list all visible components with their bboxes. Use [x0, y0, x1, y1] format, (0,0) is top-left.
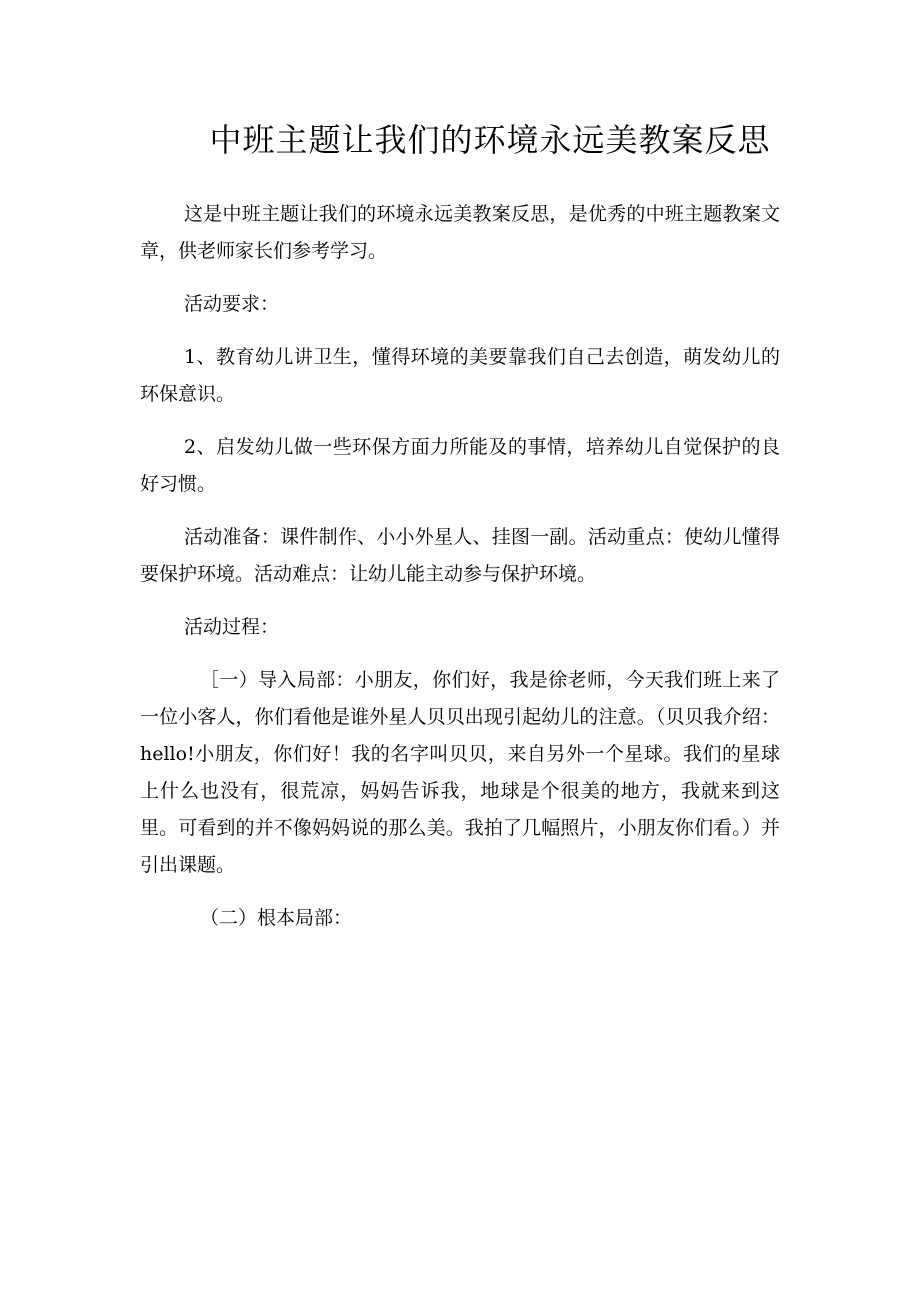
requirement-item-1: 1、教育幼儿讲卫生，懂得环境的美要靠我们自己去创造，萌发幼儿的环保意识。 [140, 346, 780, 405]
process-heading: 活动过程： [184, 616, 280, 638]
section-one-paragraph: ［一）导入局部：小朋友，你们好，我是徐老师，今天我们班上来了一位小客人，你们看他是谁外星人贝贝出现引起幼儿的注意。（贝贝我介绍：hello!小朋友，你们好！我的名字叫贝贝，来自另外一个星球。我们的星球上什么也没有，很荒凉，妈妈告诉我，地球是个很美的地方，我就来到这里。可看到的并不像妈妈说的那么美。我拍了几幅照片，小朋友你们看。）并引出课题。 [140, 669, 780, 876]
section-two-heading: （二）根本局部： [200, 907, 353, 929]
requirements-heading: 活动要求： [184, 293, 280, 315]
preparation-paragraph: 活动准备：课件制作、小小外星人、挂图一副。活动重点：使幼儿懂得要保护环境。活动难点：让幼儿能主动参与保护环境。 [140, 526, 780, 585]
requirement-item-2: 2、启发幼儿做一些环保方面力所能及的事情，培养幼儿自觉保护的良好习惯。 [140, 436, 780, 495]
intro-paragraph: 这是中班主题让我们的环境永远美教案反思，是优秀的中班主题教案文章，供老师家长们参考学习。 [140, 203, 780, 262]
page-title: 中班主题让我们的环境永远美教案反思 [209, 121, 771, 159]
document-body [140, 196, 780, 953]
